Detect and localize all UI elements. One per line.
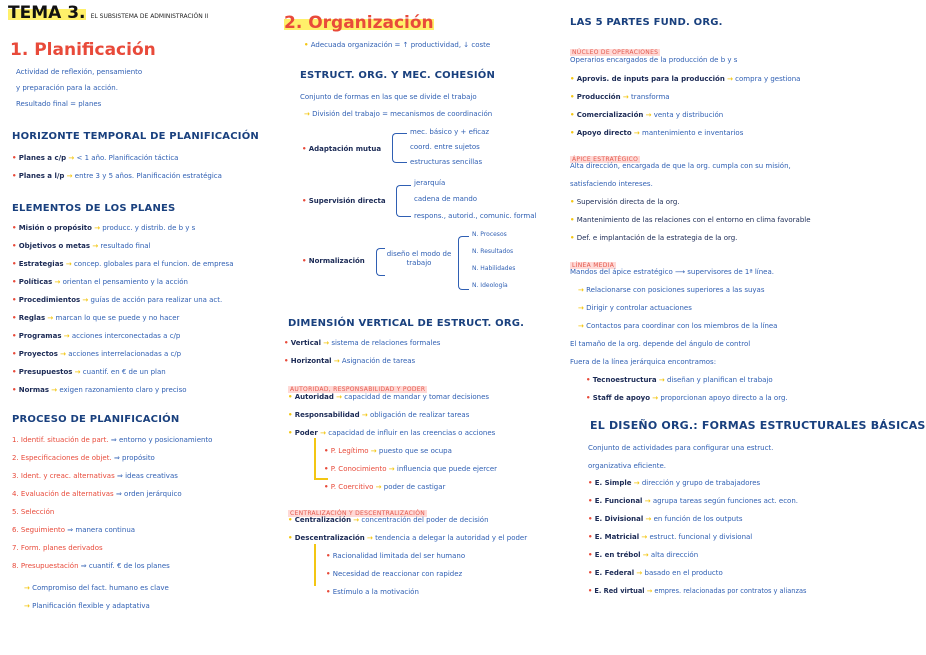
- list-item: • Estrategias → concep. globales para el funcion. de empresa: [12, 260, 234, 268]
- list-item: • Supervisión directa de la org.: [570, 198, 680, 206]
- org-def: • Adecuada organización = ↑ productividad, ↓ coste: [304, 41, 491, 49]
- subheading-nucleo: NÚCLEO DE OPERACIONES: [572, 49, 659, 56]
- heading-partes: LAS 5 PARTES FUND. ORG.: [570, 17, 723, 28]
- list-item: → Planificación flexible y adaptativa: [24, 602, 150, 610]
- list-item: • Planes a l/p → entre 3 y 5 años. Planificación estratégica: [12, 172, 222, 180]
- list-item: • Planes a c/p → < 1 año. Planificación táctica: [12, 154, 179, 162]
- title-subtitle: EL SUBSISTEMA DE ADMINISTRACIÓN II: [90, 13, 209, 20]
- heading-proceso: PROCESO DE PLANIFICACIÓN: [12, 414, 180, 425]
- list-item: • Proyectos → acciones interrelacionadas a c/p: [12, 350, 182, 358]
- list-item: • E. en trébol → alta dirección: [588, 551, 699, 559]
- list-item: • Responsabilidad → obligación de realizar tareas: [288, 411, 470, 419]
- list-item: • Mantenimiento de las relaciones con el entorno en clima favorable: [570, 216, 811, 224]
- list-item: • Adaptación mutua: [302, 145, 382, 153]
- tamano-line: El tamaño de la org. depende del ángulo de control: [570, 340, 751, 348]
- subheading-linea: LÍNEA MEDIA: [572, 262, 615, 269]
- list-item: • Supervisión directa: [302, 197, 386, 205]
- list-item: • E. Red virtual → empres. relacionadas por contratos y alianzas: [588, 587, 807, 595]
- list-item: 7. Form. planes derivados: [12, 544, 103, 552]
- estruct-def: Conjunto de formas en las que se divide el trabajo: [300, 93, 477, 101]
- branch-item: N. Ideología: [472, 282, 508, 289]
- heading-horizonte: HORIZONTE TEMPORAL DE PLANIFICACIÓN: [12, 131, 259, 142]
- list-item: • Racionalidad limitada del ser humano: [326, 552, 466, 560]
- list-item: • Presupuestos → cuantif. en € de un plan: [12, 368, 166, 376]
- diseno-def: organizativa eficiente.: [588, 462, 666, 470]
- division-line: → División del trabajo = mecanismos de coordinación: [304, 110, 493, 118]
- list-item: • Normas → exigen razonamiento claro y preciso: [12, 386, 187, 394]
- apice-def: satisfaciendo intereses.: [570, 180, 653, 188]
- branch-item: jerarquía: [414, 179, 446, 187]
- list-item: • Comercialización → venta y distribución: [570, 111, 724, 119]
- connector-line: [314, 438, 328, 480]
- plan-def-line: Actividad de reflexión, pensamiento: [16, 68, 143, 76]
- list-item: → Contactos para coordinar con los miembros de la línea: [578, 322, 778, 330]
- list-item: • E. Simple → dirección y grupo de trabajadores: [588, 479, 761, 487]
- branch-item: respons., autorid., comunic. formal: [414, 212, 537, 220]
- list-item: • P. Conocimiento → influencia que puede ejercer: [324, 465, 498, 473]
- branch-item: estructuras sencillas: [410, 158, 483, 166]
- list-item: • Def. e implantación de la estrategia de la org.: [570, 234, 738, 242]
- list-item: 1. Identif. situación de part. ⇒ entorno y posicionamiento: [12, 436, 213, 444]
- list-item: 8. Presupuestación ⇒ cuantif. € de los planes: [12, 562, 170, 570]
- list-item: • Necesidad de reaccionar con rapidez: [326, 570, 463, 578]
- fuera-line: Fuera de la línea jerárquica encontramos:: [570, 358, 717, 366]
- list-item: 4. Evaluación de alternativas ⇒ orden jerárquico: [12, 490, 182, 498]
- list-item: • Vertical → sistema de relaciones formales: [284, 339, 441, 347]
- list-item: → Dirigir y controlar actuaciones: [578, 304, 692, 312]
- list-item: • Apoyo directo → mantenimiento e inventarios: [570, 129, 744, 137]
- list-item: 2. Especificaciones de objet. ⇒ propósito: [12, 454, 155, 462]
- list-item: • Reglas → marcan lo que se puede y no hacer: [12, 314, 180, 322]
- list-item: • Tecnoestructura → diseñan y planifican el trabajo: [586, 376, 773, 384]
- list-item: • Objetivos o metas → resultado final: [12, 242, 151, 250]
- list-item: • Estímulo a la motivación: [326, 588, 419, 596]
- list-item: • Programas → acciones interconectadas a c/p: [12, 332, 181, 340]
- list-item: • P. Coercitivo → poder de castigar: [324, 483, 446, 491]
- list-item: 3. Ident. y creac. alternativas ⇒ ideas creativas: [12, 472, 178, 480]
- subheading-autoridad: AUTORIDAD, RESPONSABILIDAD Y PODER: [290, 386, 426, 393]
- linea-def: Mandos del ápice estratégico ⟶ supervisores de 1ª línea.: [570, 268, 774, 276]
- list-item: 5. Selección: [12, 508, 55, 516]
- branch-item: coord. entre sujetos: [410, 143, 480, 151]
- heading-estruct: ESTRUCT. ORG. Y MEC. COHESIÓN: [300, 70, 496, 81]
- list-item: • Normalización: [302, 257, 365, 265]
- list-item: • Producción → transforma: [570, 93, 670, 101]
- list-item: • Poder → capacidad de influir en las creencias o acciones: [288, 429, 496, 437]
- nucleo-def: Operarios encargados de la producción de b y s: [570, 56, 738, 64]
- brace: [458, 236, 469, 290]
- diseno-def: Conjunto de actividades para configurar una estruct.: [588, 444, 774, 452]
- heading-planificacion: 1. Planificación: [10, 40, 156, 60]
- list-item: • Staff de apoyo → proporcionan apoyo directo a la org.: [586, 394, 788, 402]
- normalizacion-mid: diseño el modo de trabajo: [386, 250, 452, 267]
- list-item: 6. Seguimiento ⇒ manera continua: [12, 526, 136, 534]
- list-item: • Aprovis. de inputs para la producción → compra y gestiona: [570, 75, 801, 83]
- branch-item: mec. básico y + eficaz: [410, 128, 490, 136]
- brace: [396, 185, 411, 217]
- branch-item: N. Procesos: [472, 231, 507, 238]
- list-item: → Compromiso del fact. humano es clave: [24, 584, 169, 592]
- page-title: [8, 3, 208, 23]
- list-item: • E. Funcional → agrupa tareas según funciones act. econ.: [588, 497, 799, 505]
- branch-item: cadena de mando: [414, 195, 478, 203]
- connector-line: [314, 544, 324, 586]
- list-item: • Centralización → concentración del poder de decisión: [288, 516, 489, 524]
- heading-dimension: DIMENSIÓN VERTICAL DE ESTRUCT. ORG.: [288, 318, 525, 329]
- branch-item: N. Resultados: [472, 248, 514, 255]
- list-item: • E. Matricial → estruct. funcional y divisional: [588, 533, 753, 541]
- list-item: • E. Divisional → en función de los outputs: [588, 515, 743, 523]
- subheading-apice: ÁPICE ESTRATÉGICO: [572, 156, 639, 163]
- heading-diseno: EL DISEÑO ORG.: FORMAS ESTRUCTURALES BÁSICAS: [590, 419, 926, 432]
- list-item: → Relacionarse con posiciones superiores a las suyas: [578, 286, 765, 294]
- plan-def-line: y preparación para la acción.: [16, 84, 118, 92]
- list-item: • E. Federal → basado en el producto: [588, 569, 723, 577]
- subheading-central: CENTRALIZACIÓN Y DESCENTRALIZACIÓN: [290, 510, 426, 517]
- heading-elementos: ELEMENTOS DE LOS PLANES: [12, 203, 176, 214]
- heading-organizacion: 2. Organización: [284, 13, 434, 33]
- list-item: • Misión o propósito → producc. y distrib. de b y s: [12, 224, 196, 232]
- brace: [392, 133, 407, 163]
- list-item: • P. Legítimo → puesto que se ocupa: [324, 447, 452, 455]
- list-item: • Procedimientos → guías de acción para realizar una act.: [12, 296, 223, 304]
- list-item: • Autoridad → capacidad de mandar y tomar decisiones: [288, 393, 490, 401]
- list-item: • Horizontal → Asignación de tareas: [284, 357, 416, 365]
- list-item: • Descentralización → tendencia a delegar la autoridad y el poder: [288, 534, 528, 542]
- plan-def-line: Resultado final = planes: [16, 100, 102, 108]
- list-item: • Políticas → orientan el pensamiento y la acción: [12, 278, 188, 286]
- apice-def: Alta dirección, encargada de que la org. cumpla con su misión,: [570, 162, 791, 170]
- branch-item: N. Habilidades: [472, 265, 516, 272]
- title-main: TEMA 3.: [8, 3, 86, 23]
